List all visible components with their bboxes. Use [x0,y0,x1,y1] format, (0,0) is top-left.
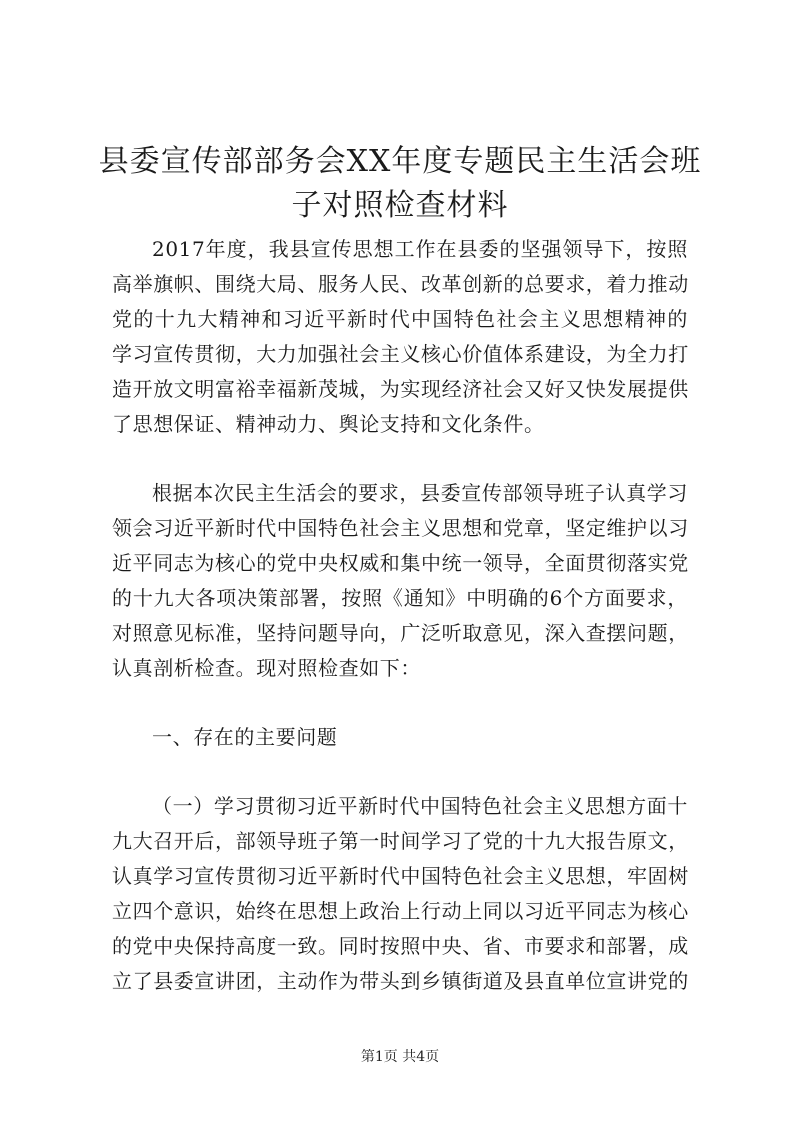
paragraph-line: 了思想保证、精神动力、舆论支持和文化条件。 [112,412,545,436]
paragraph-line: 认真剖析检查。现对照检查如下： [112,656,421,680]
document-title-line-2: 子对照检查材料 [291,188,509,223]
paragraph-line: 近平同志为核心的党中央权威和集中统一领导，全面贯彻落实党 [112,551,689,575]
page-number: 第1页 共4页 [360,1049,440,1065]
paragraph-line: 根据本次民主生活会的要求，县委宣传部领导班子认真学习 [152,481,688,505]
paragraph-line: 立了县委宣讲团，主动作为带头到乡镇街道及县直单位宣讲党的 [112,969,689,993]
paragraph-line: 领会习近平新时代中国特色社会主义思想和党章，坚定维护以习 [112,516,689,540]
paragraph-line: 的党中央保持高度一致。同时按照中央、省、市要求和部署，成 [112,934,689,958]
paragraph-line: 立四个意识，始终在思想上政治上行动上同以习近平同志为核心 [112,899,689,923]
paragraph-line: 认真学习宣传贯彻习近平新时代中国特色社会主义思想，牢固树 [112,864,689,888]
paragraph-line: 九大召开后，部领导班子第一时间学习了党的十九大报告原文， [112,829,689,853]
paragraph-line: 对照意见标准，坚持问题导向，广泛听取意见，深入查摆问题， [112,621,689,645]
document-title-line-1: 县委宣传部部务会XX年度专题民主生活会班 [98,144,702,179]
section-heading: 一、存在的主要问题 [152,725,338,749]
paragraph-line: （一）学习贯彻习近平新时代中国特色社会主义思想方面十 [152,794,688,818]
paragraph-line: 党的十九大精神和习近平新时代中国特色社会主义思想精神的 [112,307,688,331]
paragraph-line: 2017年度，我县宣传思想工作在县委的坚强领导下，按照 [152,237,688,261]
paragraph-line: 高举旗帜、围绕大局、服务人民、改革创新的总要求，着力推动 [112,272,689,296]
paragraph-line: 造开放文明富裕幸福新茂城，为实现经济社会又好又快发展提供 [112,377,689,401]
paragraph-line: 学习宣传贯彻，大力加强社会主义核心价值体系建设，为全力打 [112,342,689,366]
paragraph-line: 的十九大各项决策部署，按照《通知》中明确的6个方面要求， [112,586,688,610]
